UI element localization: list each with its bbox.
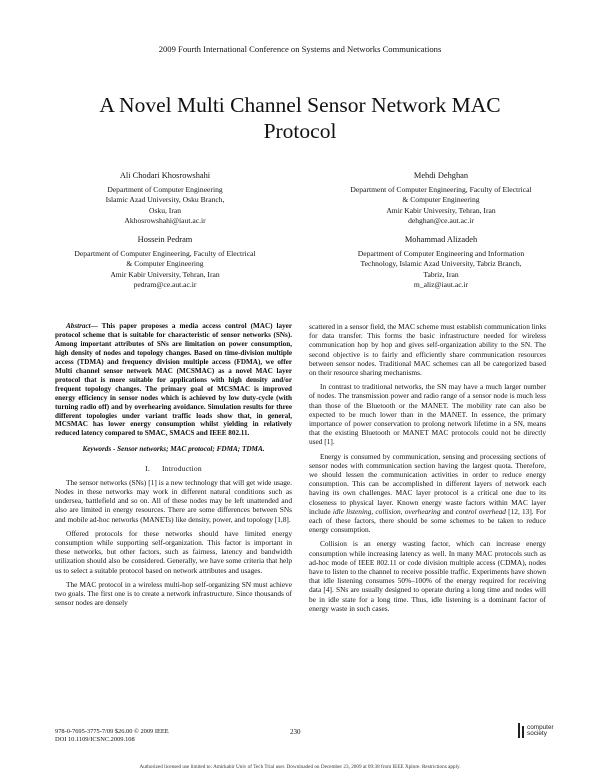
author-affiliation: Department of Computer Engineering <box>107 185 223 195</box>
right-column <box>309 322 546 618</box>
paragraph-energy <box>309 452 546 535</box>
left-column <box>55 322 292 612</box>
author-affiliation: Department of Computer Engineering, Faculty of Electrical <box>350 185 532 195</box>
paragraph: The MAC protocol in a wireless multi-hop self-organizing SN must achieve two goals. The first one is to create a network infrastructure. Since thousands of sensor nodes are densely <box>55 579 292 608</box>
footer-doi: DOI 10.1109/ICSNC.2009.108 <box>55 736 135 743</box>
section-number: I. <box>145 463 150 473</box>
paragraph-text: Energy is consumed by communication, sensing and processing sections of sensor nodes with communication section having the largest quota. Therefore, we should lessen the communication activities in order to reduce energy consumption. This can be accomplished in different layers of network each having its own challenges. MAC layer protocol is a critical one due to its closeness to physical layer. Known energy waste factors within MAC layer include <box>309 451 546 516</box>
paragraph: scattered in a sensor field, the MAC scheme must establish communication links for data transfer. This forms the basic infrastructure needed for wireless communication hop by hop and gives self-organization ability to the SN. The second objective is to fairly and efficiently share communication resources between sensor nodes. Traditional MAC schemes can all be categorized based on their resource sharing mechanisms. <box>309 322 546 378</box>
author-block-1 <box>45 171 285 226</box>
footer-isbn-doi <box>55 728 169 744</box>
computer-society-icon <box>516 722 526 742</box>
paragraph: In contrast to traditional networks, the SN may have a much larger number of nodes. The transmission power and radio range of a sensor node is much less than those of the Bluetooth or the MANET. The mobility rate can also be expected to be much lower than in the MANET. In essence, the primary importance of power conservation to prolong network lifetime in a SN, means that the existing Bluetooth or MANET MAC protocols could not be directly used [1]. <box>309 382 546 447</box>
logo-text-line-1: computer <box>527 724 554 731</box>
logo-text-line-2: society <box>527 730 547 738</box>
paragraph: The sensor networks (SNs) [1] is a new technology that will get wide usage. Nodes in these networks may work in different natural conditions such as undersea, battlefield and so on. All of these nodes may be left unattended and also are limited in energy resources. There are some differences between SNs and mobile ad-hoc networks (MANETs) like density, power, and topology [1,8]. <box>55 477 292 524</box>
abstract <box>55 322 292 438</box>
conference-header: 2009 Fourth International Conference on Systems and Networks Communications <box>158 44 442 54</box>
footer-isbn: 978-0-7695-3775-7/09 $26.00 © 2009 IEEE <box>55 728 169 735</box>
author-affiliation: Islamic Azad University, Osku Branch, <box>105 195 225 205</box>
paper-title-line-1: A Novel Multi Channel Sensor Network MAC <box>99 93 501 117</box>
author-affiliation: Amir Kabir University, Tehran, Iran <box>386 205 496 215</box>
keywords: Keywords - Sensor networks; MAC protocol; FDMA; TDMA. <box>82 445 265 454</box>
section-heading <box>55 464 292 473</box>
paragraph: Collision is an energy wasting factor, which can increase energy consumption while increasing latency as well. In many MAC protocols such as ad-hoc mode of IEEE 802.11 or code division multiple access (CDMA), nodes have to listen to the channel to receive possible traffic. Experiments have shown that idle listening consumes 50%–100% of the energy required for receiving data [4]. SNs are usually designed to operate during a long time and nodes will be in idle state for a long time. Thus, idle listening is a dominant factor of energy waste in such cases. <box>309 539 546 613</box>
author-name: Ali Chodari Khosrowshahi <box>119 171 211 180</box>
author-block-4 <box>316 235 566 290</box>
author-email: Akhosrowshahi@iaut.ac.ir <box>124 215 206 225</box>
author-affiliation: Amir Kabir University, Tehran, Iran <box>110 269 220 279</box>
author-name: Mohammad Alizadeh <box>404 235 478 244</box>
author-block-2 <box>316 171 566 226</box>
section-title: Introduction <box>161 463 202 473</box>
paper-title-line-2: Protocol <box>263 119 337 143</box>
author-affiliation: & Computer Engineering <box>402 195 480 205</box>
paragraph-text: [12, 13]. For each of these factors, there should be some schemes to be taken to reduce energy consumption. <box>309 506 547 535</box>
abstract-label: Abstract— <box>66 322 98 330</box>
author-name: Mehdi Dehghan <box>413 171 469 180</box>
page-number: 230 <box>290 728 301 736</box>
author-block-3 <box>35 235 295 290</box>
paragraph: Offered protocols for these networks should have limited energy consumption while supporting self-organization. This factor is important in these networks, but other factors, such as fairness, latency and bandwidth utilization should also be considered. Generally, we have some criteria that help us to select a suitable protocol based on network attributes and usages. <box>55 528 292 575</box>
author-affiliation: Technology, Islamic Azad University, Tabriz Branch, <box>360 259 522 269</box>
paragraph-emphasis: idle listening, collision, overhearing <box>332 506 441 516</box>
author-email: dehghan@ce.aut.ac.ir <box>408 215 474 225</box>
author-affiliation: Tabriz, Iran <box>423 269 459 279</box>
author-email: pedram@ce.aut.ac.ir <box>133 279 197 289</box>
paragraph-emphasis: control overhead <box>455 506 506 516</box>
computer-society-logo <box>516 722 554 742</box>
author-affiliation: & Computer Engineering <box>126 259 204 269</box>
author-affiliation: Osku, Iran <box>148 205 182 215</box>
author-email: m_aliz@iaut.ac.ir <box>413 279 469 289</box>
author-affiliation: Department of Computer Engineering, Faculty of Electrical <box>74 249 256 259</box>
author-affiliation: Department of Computer Engineering and Information <box>357 249 525 259</box>
author-name: Hossein Pedram <box>137 235 193 244</box>
authorization-notice: Authorized licensed use limited to: Amirkabir Univ of Tech Trial user. Downloaded on December 23, 2009 at 09:38 from IEEE Xplore. Restrictions apply. <box>139 764 461 770</box>
abstract-text: This paper proposes a media access control (MAC) layer protocol scheme that is suitable for characteristic of sensor networks (SNs). Among important attributes of SNs are limitation on power consumption, high density of nodes and topology changes. Based on time-division multiple access (TDMA) and frequency division multiple access (FDMA), we offer Multi channel sensor network MAC (MCSMAC) as a novel MAC layer protocol that is more suitable for applications with high density and/or frequent topology changes. The primary goal of MCSMAC is improved energy efficiency in sensor nodes which is achieved by low duty-cycle (with turning radio off) and by overhearing avoidance. Simulation results for three different topologies under variant traffic loads show that, in general, MCSMAC has lower energy consumption whilst yielding in relatively reduced latency compared to SMAC, SMACS and IEEE 802.11. <box>55 322 292 438</box>
paragraph-text: and <box>440 506 456 516</box>
paper-title <box>40 92 560 144</box>
